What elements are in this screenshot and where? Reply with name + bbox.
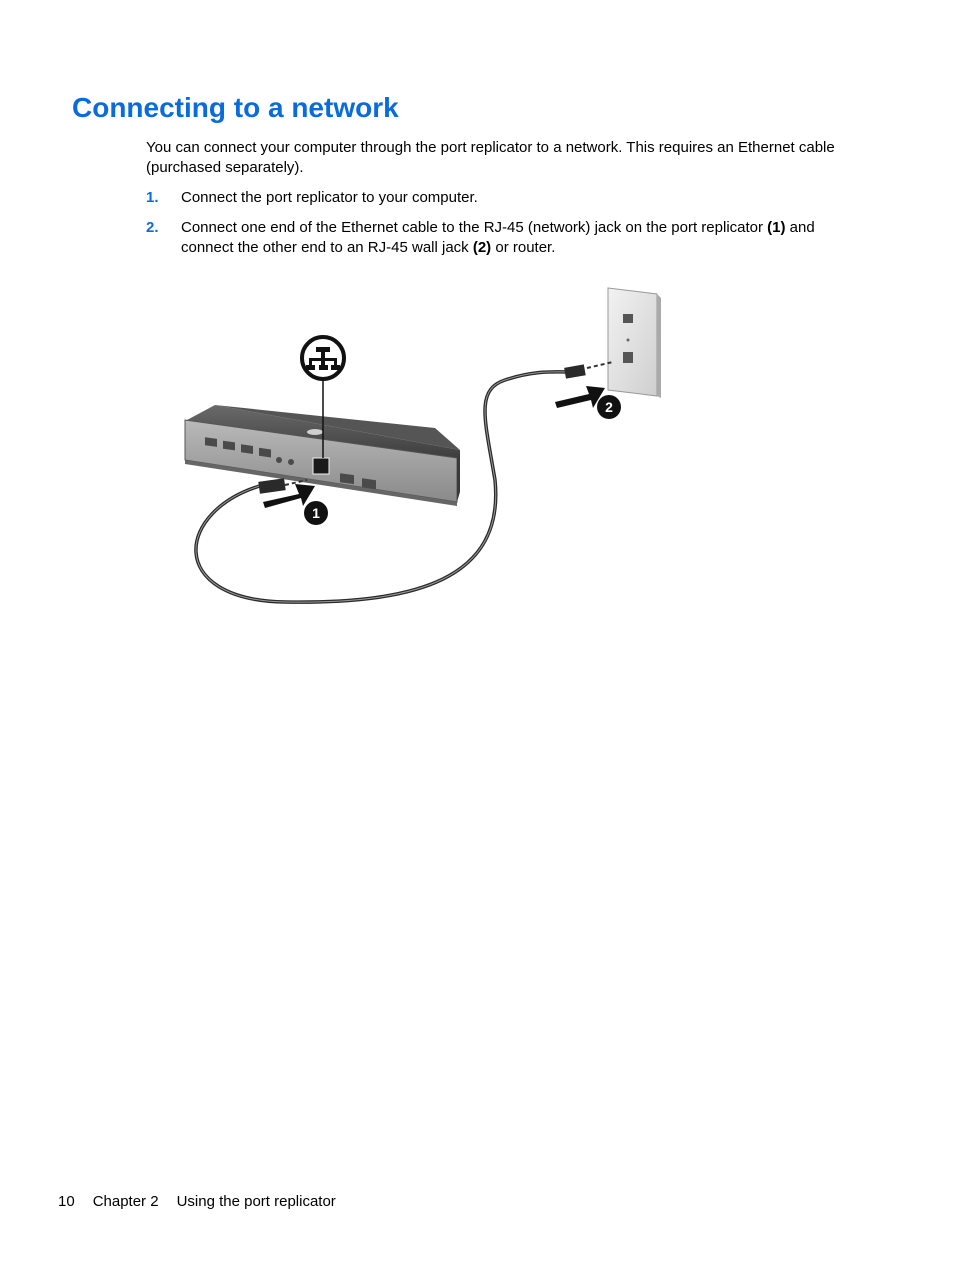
page-number: 10 bbox=[58, 1193, 75, 1210]
callout-ref-2: (2) bbox=[472, 239, 492, 256]
step-number: 2. bbox=[146, 219, 159, 236]
intro-paragraph: You can connect your computer through the port replicator to a network. This requires an Ethernet cable (purchased separately). bbox=[146, 139, 835, 176]
callout-ref-1: (1) bbox=[767, 219, 786, 236]
page-footer bbox=[58, 1192, 354, 1212]
step-text: Connect the port replicator to your computer. bbox=[181, 189, 478, 206]
step-text-part: and connect the other end to an RJ-45 wall jack bbox=[181, 219, 815, 256]
callout-1-number: 1 bbox=[312, 505, 320, 521]
step-item-2 bbox=[146, 218, 866, 258]
wall-plate bbox=[608, 288, 657, 396]
rj45-jack bbox=[313, 458, 329, 474]
step-item-1 bbox=[146, 188, 866, 208]
rj45-wall-jack bbox=[623, 352, 633, 363]
step-number: 1. bbox=[146, 189, 159, 206]
chapter-title: Using the port replicator bbox=[176, 1193, 336, 1210]
wall-jack-upper bbox=[623, 314, 633, 323]
network-connection-illustration bbox=[175, 280, 675, 610]
chapter-label: Chapter 2 bbox=[92, 1193, 159, 1210]
step-text-part: or router. bbox=[491, 239, 556, 256]
page-title: Connecting to a network bbox=[72, 92, 399, 123]
steps-list bbox=[146, 188, 866, 268]
callout-2-number: 2 bbox=[605, 399, 613, 415]
step-text-part: Connect one end of the Ethernet cable to the RJ-45 (network) jack on the port replicator bbox=[181, 219, 768, 236]
wall-ethernet-plug bbox=[564, 364, 586, 378]
ethernet-plug bbox=[258, 478, 285, 494]
